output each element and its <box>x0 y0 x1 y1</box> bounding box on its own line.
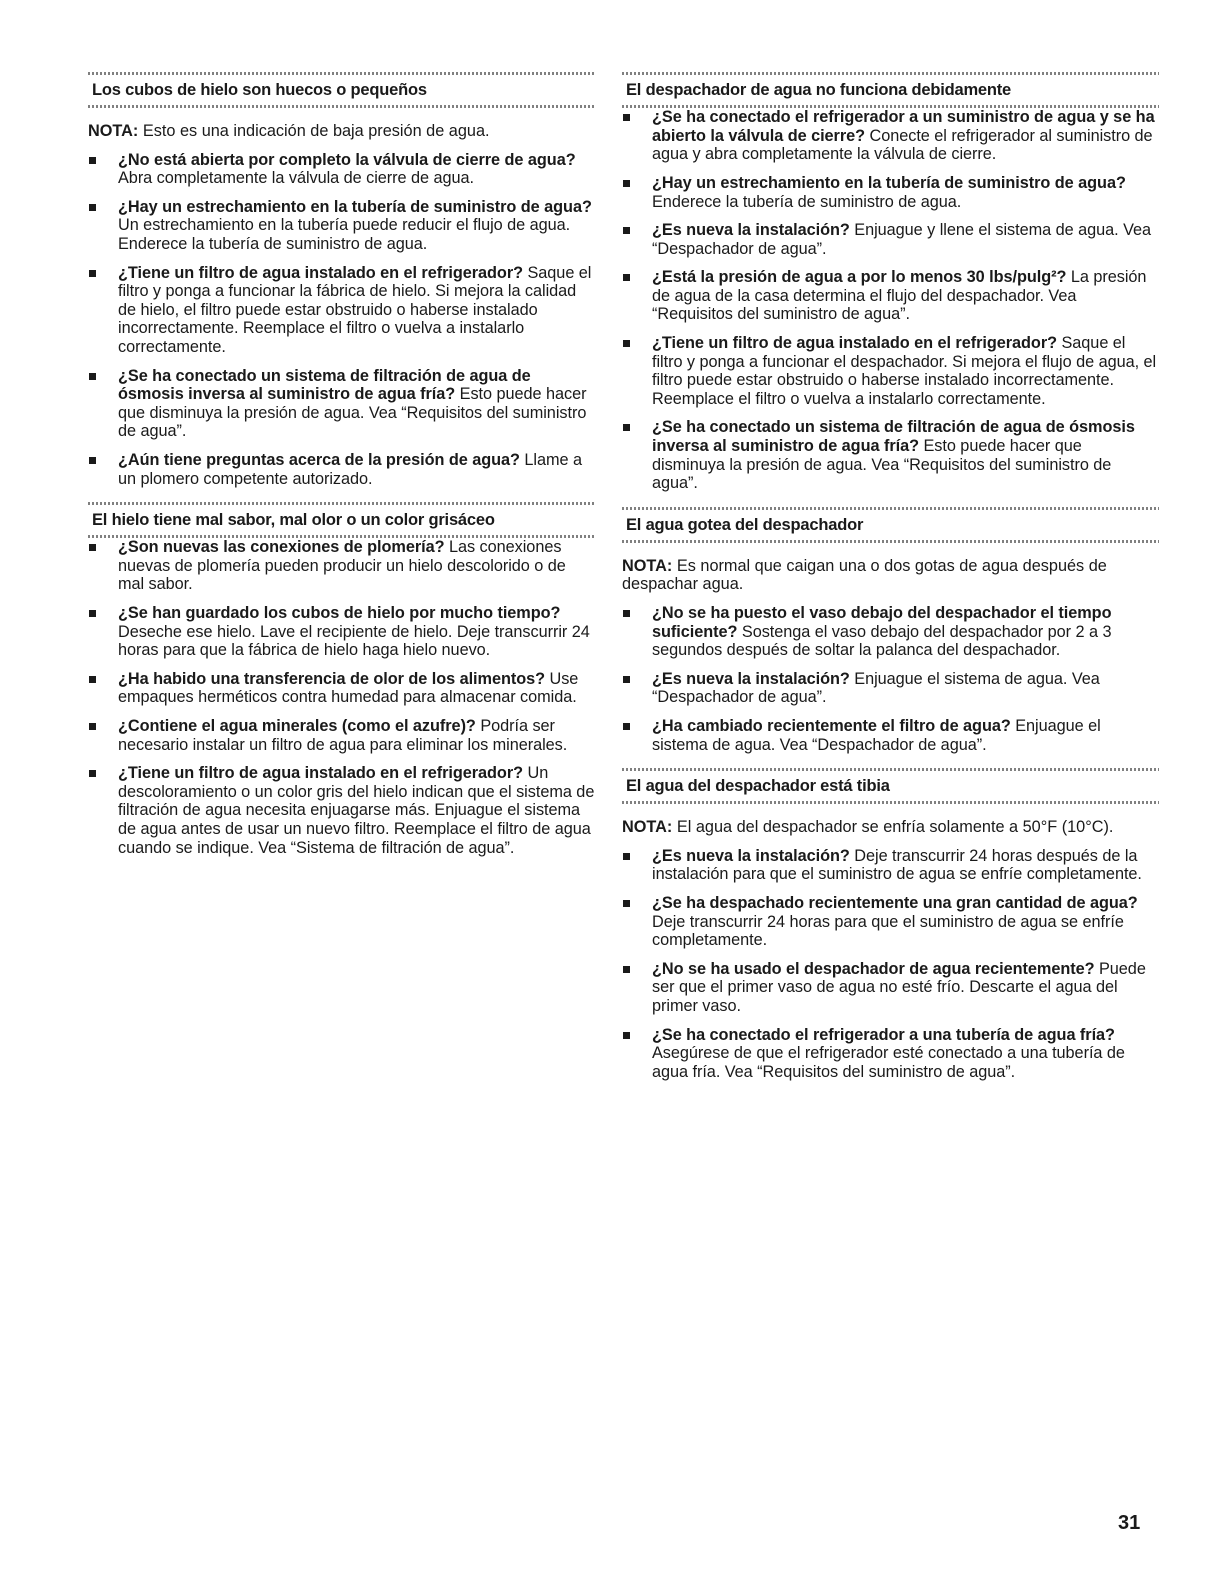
item-question: ¿Se ha conectado el refrigerador a una tubería de agua fría? <box>652 1025 1115 1044</box>
item-list <box>622 108 1159 493</box>
item-answer: Asegúrese de que el refrigerador esté conectado a una tubería de agua fría. Vea “Requisitos del suministro de agua”. <box>652 1044 1125 1081</box>
note-label: NOTA: <box>88 122 139 141</box>
list-item <box>88 538 595 594</box>
item-question: ¿Se ha conectado el refrigerador a un suministro de agua y se ha abierto la válvula de cierre? <box>652 108 1155 145</box>
list-item <box>88 670 595 707</box>
item-answer: Enderece la tubería de suministro de agua. <box>652 192 962 211</box>
bullet-icon <box>623 853 630 860</box>
item-question: ¿Aún tiene preguntas acerca de la presión de agua? <box>118 450 520 469</box>
bullet-icon <box>623 723 630 730</box>
item-list <box>622 604 1159 754</box>
item-answer: Enjuague el sistema de agua. Vea “Despachador de agua”. <box>652 669 1100 707</box>
list-item <box>622 174 1159 211</box>
item-answer: Podría ser necesario instalar un filtro de agua para eliminar los minerales. <box>118 717 568 754</box>
item-question: ¿Contiene el agua minerales (como el azufre)? <box>118 717 476 736</box>
item-question: ¿Se ha conectado un sistema de filtración de agua de ósmosis inversa al suministro de agua fría? <box>118 366 531 404</box>
bullet-icon <box>89 770 96 777</box>
note <box>622 557 1159 594</box>
item-answer: Sostenga el vaso debajo del despachador por 2 a 3 segundos después de soltar la palanca del despachador. <box>652 622 1112 660</box>
item-list <box>88 151 595 489</box>
section-rule-bottom <box>622 540 1159 543</box>
section-rule-top <box>622 72 1159 75</box>
item-question: ¿Tiene un filtro de agua instalado en el refrigerador? <box>652 334 1058 353</box>
item-answer: Saque el filtro y ponga a funcionar el despachador. Si mejora el flujo de agua, el filtro puede estar obstruido o haberse instalado incorrectamente. Reemplace el filtro o vuelva a instalarlo correctamente. <box>652 334 1157 408</box>
note-text: El agua del despachador se enfría solamente a 50°F (10°C). <box>672 818 1114 837</box>
item-answer: Enjuague y llene el sistema de agua. Vea “Despachador de agua”. <box>652 221 1151 258</box>
list-item <box>622 960 1159 1016</box>
list-item <box>88 198 595 254</box>
list-item <box>622 604 1159 660</box>
section-rule-bottom <box>622 801 1159 804</box>
item-question: ¿Es nueva la instalación? <box>652 669 850 688</box>
item-question: ¿Se ha conectado un sistema de filtración de agua de ósmosis inversa al suministro de agua fría? <box>652 418 1135 456</box>
section-heading: El hielo tiene mal sabor, mal olor o un color grisáceo <box>92 511 495 530</box>
item-answer: Esto puede hacer que disminuya la presión de agua. Vea “Requisitos del suministro de agua”. <box>652 437 1112 493</box>
section-hollow-ice <box>88 72 595 488</box>
bullet-icon <box>623 340 630 347</box>
section-dispenser-drips <box>622 507 1159 754</box>
section-heading: Los cubos de hielo son huecos o pequeños <box>92 81 427 99</box>
bullet-icon <box>89 676 96 683</box>
bullet-icon <box>89 457 96 464</box>
list-item <box>88 451 595 488</box>
item-list <box>88 538 595 857</box>
list-item <box>622 221 1159 258</box>
section-heading: El agua gotea del despachador <box>626 515 864 534</box>
section-rule-bottom <box>88 105 595 108</box>
item-answer: La presión de agua de la casa determina el flujo del despachador. Vea “Requisitos del suministro de agua”. <box>652 268 1147 324</box>
bullet-icon <box>623 676 630 683</box>
list-item <box>88 151 595 188</box>
bullet-icon <box>89 270 96 277</box>
item-question: ¿Es nueva la instalación? <box>652 846 850 865</box>
bullet-icon <box>89 157 96 164</box>
note-label: NOTA: <box>622 818 673 837</box>
bullet-icon <box>89 723 96 730</box>
note-text: Esto es una indicación de baja presión de agua. <box>138 122 490 141</box>
bullet-icon <box>623 966 630 973</box>
bullet-icon <box>89 204 96 211</box>
list-item <box>622 847 1159 884</box>
note <box>622 818 1159 837</box>
list-item <box>88 764 595 857</box>
item-answer: Abra completamente la válvula de cierre de agua. <box>118 169 474 188</box>
item-answer: Las conexiones nuevas de plomería pueden producir un hielo descolorido o de mal sabor. <box>118 538 566 594</box>
list-item <box>88 264 595 357</box>
bullet-icon <box>623 227 630 234</box>
item-question: ¿No se ha usado el despachador de agua recientemente? <box>652 959 1095 978</box>
item-question: ¿Hay un estrechamiento en la tubería de suministro de agua? <box>652 173 1126 192</box>
item-question: ¿Hay un estrechamiento en la tubería de suministro de agua? <box>118 197 592 216</box>
item-list <box>622 847 1159 1082</box>
bullet-icon <box>623 180 630 187</box>
note <box>88 122 595 141</box>
bullet-icon <box>623 900 630 907</box>
bullet-icon <box>623 1032 630 1039</box>
list-item <box>88 604 595 660</box>
list-item <box>88 717 595 754</box>
section-water-warm <box>622 768 1159 1081</box>
bullet-icon <box>623 114 630 121</box>
item-answer: Puede ser que el primer vaso de agua no esté frío. Descarte el agua del primer vaso. <box>652 959 1146 1015</box>
list-item <box>622 670 1159 707</box>
item-question: ¿Ha cambiado recientemente el filtro de agua? <box>652 716 1011 735</box>
note-label: NOTA: <box>622 556 673 575</box>
bullet-icon <box>89 610 96 617</box>
item-question: ¿Está la presión de agua a por lo menos 30 lbs/pulg²? <box>652 268 1067 287</box>
item-answer: Enjuague el sistema de agua. Vea “Despachador de agua”. <box>652 716 1101 754</box>
bullet-icon <box>89 373 96 380</box>
list-item <box>622 108 1159 164</box>
list-item <box>622 717 1159 754</box>
item-answer: Use empaques herméticos contra humedad para almacenar comida. <box>118 669 579 707</box>
section-rule-top <box>88 72 595 75</box>
item-question: ¿Se han guardado los cubos de hielo por mucho tiempo? <box>118 604 561 623</box>
bullet-icon <box>89 544 96 551</box>
list-item <box>622 1026 1159 1082</box>
item-answer: Saque el filtro y ponga a funcionar la fábrica de hielo. Si mejora la calidad de hielo, el filtro puede estar obstruido o haberse instalado incorrectamente. Reemplace el filtro o vuelva a instalarlo correctamente. <box>118 263 592 356</box>
right-column <box>622 72 1159 1095</box>
item-question: ¿Ha habido una transferencia de olor de los alimentos? <box>118 669 546 688</box>
item-answer: Un estrechamiento en la tubería puede reducir el flujo de agua. Enderece la tubería de suministro de agua. <box>118 216 571 254</box>
item-answer: Deje transcurrir 24 horas después de la instalación para que el suministro de agua se enfríe completamente. <box>652 846 1142 884</box>
item-answer: Deseche ese hielo. Lave el recipiente de hielo. Deje transcurrir 24 horas para que la fábrica de hielo haga hielo nuevo. <box>118 622 590 660</box>
item-answer: Deje transcurrir 24 horas para que el suministro de agua se enfríe completamente. <box>652 912 1124 950</box>
item-question: ¿Tiene un filtro de agua instalado en el refrigerador? <box>118 263 524 282</box>
list-item <box>622 894 1159 950</box>
item-answer: Un descoloramiento o un color gris del hielo indican que el sistema de filtración de agua necesita enjuagarse más. Enjuague el sistema de agua antes de usar un nuevo filtro. Reemplace el filtro de agua cuando se indique. Vea “Sistema de filtración de agua”. <box>118 764 595 857</box>
section-rule-top <box>622 507 1159 510</box>
list-item <box>622 268 1159 324</box>
list-item <box>622 418 1159 492</box>
bullet-icon <box>623 610 630 617</box>
bullet-icon <box>623 274 630 281</box>
item-answer: Llame a un plomero competente autorizado. <box>118 450 582 488</box>
section-dispenser-not-working <box>622 72 1159 493</box>
list-item <box>88 367 595 441</box>
item-question: ¿Es nueva la instalación? <box>652 221 850 240</box>
section-rule-top <box>88 502 595 505</box>
item-question: ¿No se ha puesto el vaso debajo del despachador el tiempo suficiente? <box>652 603 1112 641</box>
left-column <box>88 72 595 871</box>
section-heading: El agua del despachador está tibia <box>626 777 890 796</box>
item-question: ¿No está abierta por completo la válvula de cierre de agua? <box>118 150 576 169</box>
section-rule-top <box>622 768 1159 771</box>
note-text: Es normal que caigan una o dos gotas de agua después de despachar agua. <box>622 556 1107 594</box>
item-question: ¿Tiene un filtro de agua instalado en el refrigerador? <box>118 764 524 783</box>
item-question: ¿Son nuevas las conexiones de plomería? <box>118 538 445 557</box>
bullet-icon <box>623 424 630 431</box>
item-answer: Esto puede hacer que disminuya la presión de agua. Vea “Requisitos del suministro de agua”. <box>118 385 587 441</box>
item-question: ¿Se ha despachado recientemente una gran cantidad de agua? <box>652 893 1138 912</box>
item-answer: Conecte el refrigerador al suministro de agua y abra completamente la válvula de cierre. <box>652 126 1153 164</box>
list-item <box>622 334 1159 408</box>
section-bad-taste-ice <box>88 502 595 857</box>
page-number: 31 <box>1118 1512 1141 1534</box>
section-heading: El despachador de agua no funciona debidamente <box>626 81 1012 99</box>
